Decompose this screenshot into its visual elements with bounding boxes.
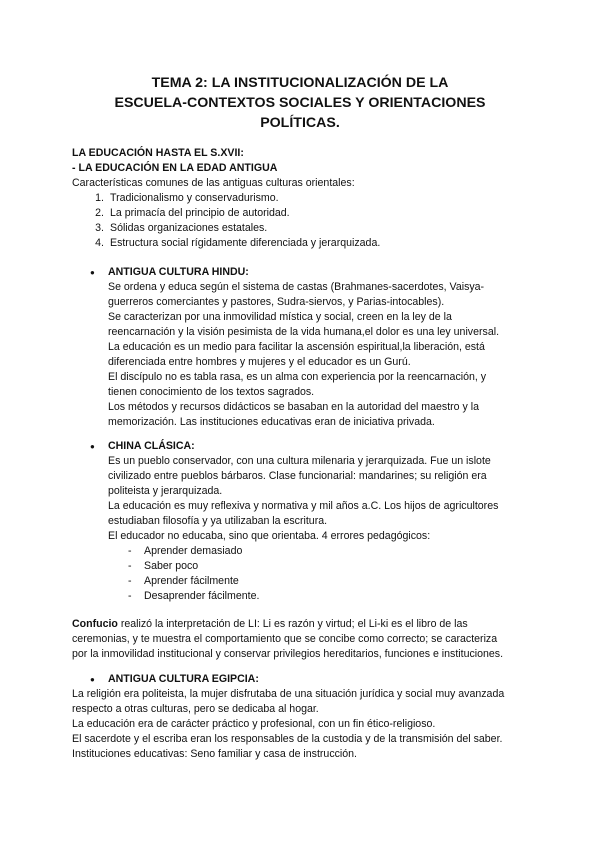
page-title — [90, 73, 510, 133]
list-item: 1. Tradicionalismo y conservadurismo. — [95, 192, 279, 204]
hindu-line: guerreros comerciantes y pastores, Sudra-siervos, y Parias-intocables). — [108, 296, 445, 308]
egipto-heading-block — [108, 672, 528, 687]
china-line: politeista y jerarquizada. — [108, 485, 223, 497]
errors-list — [108, 544, 548, 604]
hindu-section — [108, 265, 548, 430]
egipto-line: Instituciones educativas: Seno familiar y casa de instrucción. — [72, 748, 357, 760]
hindu-line: reencarnación y la visión pesimista de la vida humana,el dolor es una ley universal. — [108, 326, 500, 338]
confucio-line: Confucio realizó la interpretación de LI: Li es razón y virtud; el Li-ki es el libro de las — [72, 618, 468, 630]
intro-section — [72, 146, 542, 251]
egipto-line: La educación era de carácter práctico y profesional, con un fin ético-religioso. — [72, 718, 436, 730]
list-item: 2. La primacía del principio de autoridad. — [95, 207, 290, 219]
egipto-line: El sacerdote y el escriba eran los responsables de la custodia y de la transmisión del saber. — [72, 733, 503, 745]
hindu-line: La educación es un medio para facilitar la ascensión espiritual,la liberación, está — [108, 341, 485, 353]
list-item: 3. Sólidas organizaciones estatales. — [95, 222, 268, 234]
hindu-line: tienen conocimiento de los textos sagrados. — [108, 386, 315, 398]
hindu-heading: ANTIGUA CULTURA HINDU: — [108, 266, 249, 278]
hindu-line: diferenciada entre hombres y mujeres y el educador es un Gurú. — [108, 356, 411, 368]
china-line: Es un pueblo conservador, con una cultura milenaria y jerarquizada. Fue un islote — [108, 455, 491, 467]
egipto-line: respecto a otras culturas, pero se dedicaba al hogar. — [72, 703, 319, 715]
section-heading: LA EDUCACIÓN HASTA EL S.XVII: — [72, 147, 244, 159]
list-item: - Desaprender fácilmente. — [128, 590, 260, 602]
china-heading: CHINA CLÁSICA: — [108, 440, 195, 452]
characteristics-list — [72, 191, 542, 251]
list-item: - Saber poco — [128, 560, 199, 572]
confucio-line: ceremonias, y te muestra el comportamiento que se concibe como correcto; se caracteriza — [72, 633, 498, 645]
bullet-icon: ● — [90, 268, 95, 277]
title-line-1: TEMA 2: LA INSTITUCIONALIZACIÓN DE LA — [151, 75, 449, 91]
china-section — [108, 439, 548, 604]
egipto-section — [72, 687, 562, 762]
title-line-2: ESCUELA-CONTEXTOS SOCIALES Y ORIENTACIONES — [114, 95, 486, 111]
confucio-paragraph — [72, 617, 562, 662]
confucio-line: por la inmovilidad institucional y conservar privilegios hereditarios, funciones e instituciones. — [72, 648, 504, 660]
china-line: El educador no educaba, sino que orientaba. 4 errores pedagógicos: — [108, 530, 431, 542]
china-line: estudiaban filosofía y ya utilizaban la escritura. — [108, 515, 328, 527]
hindu-line: Se ordena y educa según el sistema de castas (Brahmanes-sacerdotes, Vaisya- — [108, 281, 485, 293]
china-line: La educación es muy reflexiva y normativa y mil años a.C. Los hijos de agricultores — [108, 500, 499, 512]
china-line: civilizado entre pueblos bárbaros. Clase funcionarial: mandarines; su religión era — [108, 470, 487, 482]
egipto-heading: ANTIGUA CULTURA EGIPCIA: — [108, 673, 259, 685]
intro-text: Características comunes de las antiguas culturas orientales: — [72, 177, 355, 189]
title-line-3: POLÍTICAS. — [260, 115, 340, 131]
confucio-name: Confucio — [72, 618, 118, 630]
hindu-line: memorización. Las instituciones educativas eran de iniciativa privada. — [108, 416, 435, 428]
hindu-line: Se caracterizan por una inmovilidad mística y social, creen en la ley de la — [108, 311, 452, 323]
bullet-icon: ● — [90, 675, 95, 684]
egipto-line: La religión era politeista, la mujer disfrutaba de una situación jurídica y social muy avanzada — [72, 688, 505, 700]
hindu-line: Los métodos y recursos didácticos se basaban en la autoridad del maestro y la — [108, 401, 479, 413]
bullet-icon: ● — [90, 442, 95, 451]
list-item: - Aprender demasiado — [128, 545, 243, 557]
list-item: - Aprender fácilmente — [128, 575, 239, 587]
hindu-line: El discípulo no es tabla rasa, es un alma con experiencia por la reencarnación, y — [108, 371, 487, 383]
list-item: 4. Estructura social rígidamente diferenciada y jerarquizada. — [95, 237, 381, 249]
section-subheading: - LA EDUCACIÓN EN LA EDAD ANTIGUA — [72, 162, 278, 174]
